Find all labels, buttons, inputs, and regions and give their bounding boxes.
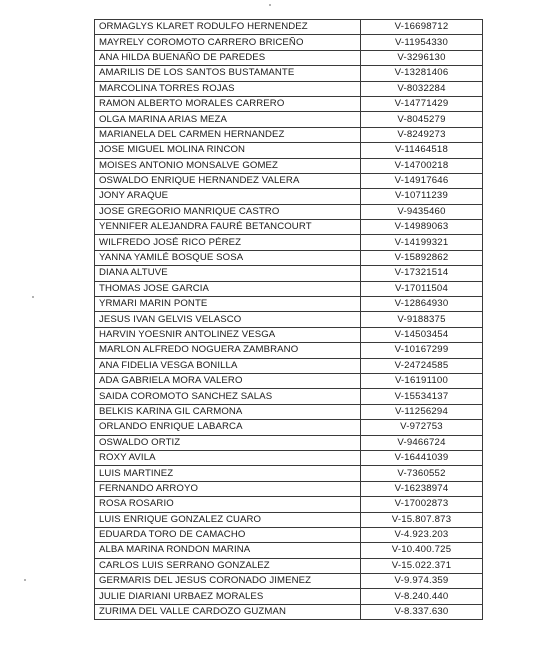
id-number-cell: V-9466724 — [361, 435, 483, 450]
person-name-cell: LUIS MARTINEZ — [95, 466, 361, 481]
id-number-cell: V-4.923.203 — [361, 527, 483, 542]
table-row — [95, 466, 483, 481]
id-number-cell: V-14199321 — [361, 235, 483, 250]
roster-table — [94, 19, 483, 620]
id-number-cell: V-15534137 — [361, 389, 483, 404]
id-number-cell: V-8045279 — [361, 112, 483, 127]
table-row — [95, 343, 483, 358]
person-name-cell: SAIDA COROMOTO SANCHEZ SALAS — [95, 389, 361, 404]
person-name-cell: YENNIFER ALEJANDRA FAURÉ BETANCOURT — [95, 220, 361, 235]
person-name-cell: JOSE GREGORIO MANRIQUE CASTRO — [95, 204, 361, 219]
person-name-cell: ZURIMA DEL VALLE CARDOZO GUZMAN — [95, 604, 361, 619]
table-row — [95, 404, 483, 419]
person-name-cell: AMARILIS DE LOS SANTOS BUSTAMANTE — [95, 66, 361, 81]
table-row — [95, 266, 483, 281]
table-row — [95, 297, 483, 312]
person-name-cell: MOISES ANTONIO MONSALVE GOMEZ — [95, 158, 361, 173]
person-name-cell: YANNA YAMILÉ BOSQUE SOSA — [95, 250, 361, 265]
person-name-cell: LUIS ENRIQUE GONZALEZ CUARO — [95, 512, 361, 527]
id-number-cell: V-8249273 — [361, 127, 483, 142]
id-number-cell: V-15.022.371 — [361, 558, 483, 573]
table-row — [95, 512, 483, 527]
id-number-cell: V-11954330 — [361, 35, 483, 50]
table-row — [95, 173, 483, 188]
table-row — [95, 589, 483, 604]
table-row — [95, 50, 483, 65]
person-name-cell: ROXY AVILA — [95, 450, 361, 465]
person-name-cell: ORLANDO ENRIQUE LABARCA — [95, 420, 361, 435]
person-name-cell: CARLOS LUIS SERRANO GONZALEZ — [95, 558, 361, 573]
id-number-cell: V-8032284 — [361, 81, 483, 96]
table-row — [95, 112, 483, 127]
person-name-cell: MARIANELA DEL CARMEN HERNANDEZ — [95, 127, 361, 142]
person-name-cell: ADA GABRIELA MORA VALERO — [95, 373, 361, 388]
table-row — [95, 450, 483, 465]
table-row — [95, 204, 483, 219]
id-number-cell: V-9.974.359 — [361, 574, 483, 589]
person-name-cell: WILFREDO JOSÉ RICO PÉREZ — [95, 235, 361, 250]
table-row — [95, 235, 483, 250]
person-name-cell: ANA HILDA BUENAÑO DE PAREDES — [95, 50, 361, 65]
id-number-cell: V-15.807.873 — [361, 512, 483, 527]
person-name-cell: OSWALDO ENRIQUE HERNANDEZ VALERA — [95, 173, 361, 188]
person-name-cell: MARLON ALFREDO NOGUERA ZAMBRANO — [95, 343, 361, 358]
id-number-cell: V-16191100 — [361, 373, 483, 388]
table-row — [95, 558, 483, 573]
scan-speck — [269, 4, 271, 6]
person-name-cell: HARVIN YOESNIR ANTOLINEZ VESGA — [95, 327, 361, 342]
table-row — [95, 481, 483, 496]
id-number-cell: V-16238974 — [361, 481, 483, 496]
person-name-cell: BELKIS KARINA GIL CARMONA — [95, 404, 361, 419]
table-row — [95, 189, 483, 204]
id-number-cell: V-10711239 — [361, 189, 483, 204]
person-name-cell: DIANA ALTUVE — [95, 266, 361, 281]
person-name-cell: JONY ARAQUE — [95, 189, 361, 204]
table-row — [95, 497, 483, 512]
table-row — [95, 281, 483, 296]
id-number-cell: V-14503454 — [361, 327, 483, 342]
id-number-cell: V-24724585 — [361, 358, 483, 373]
id-number-cell: V-16698712 — [361, 20, 483, 35]
table-row — [95, 358, 483, 373]
table-row — [95, 435, 483, 450]
person-name-cell: FERNANDO ARROYO — [95, 481, 361, 496]
scan-speck — [24, 579, 26, 581]
table-row — [95, 527, 483, 542]
id-number-cell: V-10167299 — [361, 343, 483, 358]
id-number-cell: V-17002873 — [361, 497, 483, 512]
id-number-cell: V-13281406 — [361, 66, 483, 81]
id-number-cell: V-17011504 — [361, 281, 483, 296]
table-row — [95, 312, 483, 327]
id-number-cell: V-3296130 — [361, 50, 483, 65]
table-row — [95, 66, 483, 81]
table-row — [95, 250, 483, 265]
id-number-cell: V-7360552 — [361, 466, 483, 481]
person-name-cell: YRMARI MARIN PONTE — [95, 297, 361, 312]
table-row — [95, 96, 483, 111]
id-number-cell: V-15892862 — [361, 250, 483, 265]
table-row — [95, 127, 483, 142]
table-row — [95, 327, 483, 342]
table-row — [95, 604, 483, 619]
roster-table-body — [95, 20, 483, 620]
id-number-cell: V-17321514 — [361, 266, 483, 281]
table-row — [95, 81, 483, 96]
table-row — [95, 543, 483, 558]
person-name-cell: MARCOLINA TORRES ROJAS — [95, 81, 361, 96]
person-name-cell: EDUARDA TORO DE CAMACHO — [95, 527, 361, 542]
person-name-cell: JESUS IVAN GELVIS VELASCO — [95, 312, 361, 327]
person-name-cell: MAYRELY COROMOTO CARRERO BRICEÑO — [95, 35, 361, 50]
id-number-cell: V-8.240.440 — [361, 589, 483, 604]
id-number-cell: V-14917646 — [361, 173, 483, 188]
person-name-cell: THOMAS JOSE GARCIA — [95, 281, 361, 296]
table-row — [95, 143, 483, 158]
id-number-cell: V-11256294 — [361, 404, 483, 419]
id-number-cell: V-9435460 — [361, 204, 483, 219]
scan-speck — [32, 296, 34, 298]
id-number-cell: V-12864930 — [361, 297, 483, 312]
person-name-cell: ROSA ROSARIO — [95, 497, 361, 512]
id-number-cell: V-14700218 — [361, 158, 483, 173]
table-row — [95, 420, 483, 435]
person-name-cell: ANA FIDELIA VESGA BONILLA — [95, 358, 361, 373]
person-name-cell: OSWALDO ORTIZ — [95, 435, 361, 450]
person-name-cell: JULIE DIARIANI URBAEZ MORALES — [95, 589, 361, 604]
id-number-cell: V-972753 — [361, 420, 483, 435]
person-name-cell: GERMARIS DEL JESUS CORONADO JIMENEZ — [95, 574, 361, 589]
id-number-cell: V-10.400.725 — [361, 543, 483, 558]
id-number-cell: V-11464518 — [361, 143, 483, 158]
table-row — [95, 35, 483, 50]
id-number-cell: V-16441039 — [361, 450, 483, 465]
person-name-cell: RAMON ALBERTO MORALES CARRERO — [95, 96, 361, 111]
table-row — [95, 574, 483, 589]
person-name-cell: OLGA MARINA ARIAS MEZA — [95, 112, 361, 127]
id-number-cell: V-9188375 — [361, 312, 483, 327]
person-name-cell: ORMAGLYS KLARET RODULFO HERNENDEZ — [95, 20, 361, 35]
person-name-cell: JOSE MIGUEL MOLINA RINCON — [95, 143, 361, 158]
table-row — [95, 389, 483, 404]
id-number-cell: V-14771429 — [361, 96, 483, 111]
id-number-cell: V-14989063 — [361, 220, 483, 235]
table-row — [95, 158, 483, 173]
id-number-cell: V-8.337.630 — [361, 604, 483, 619]
table-row — [95, 220, 483, 235]
table-row — [95, 373, 483, 388]
table-row — [95, 20, 483, 35]
person-name-cell: ALBA MARINA RONDON MARINA — [95, 543, 361, 558]
